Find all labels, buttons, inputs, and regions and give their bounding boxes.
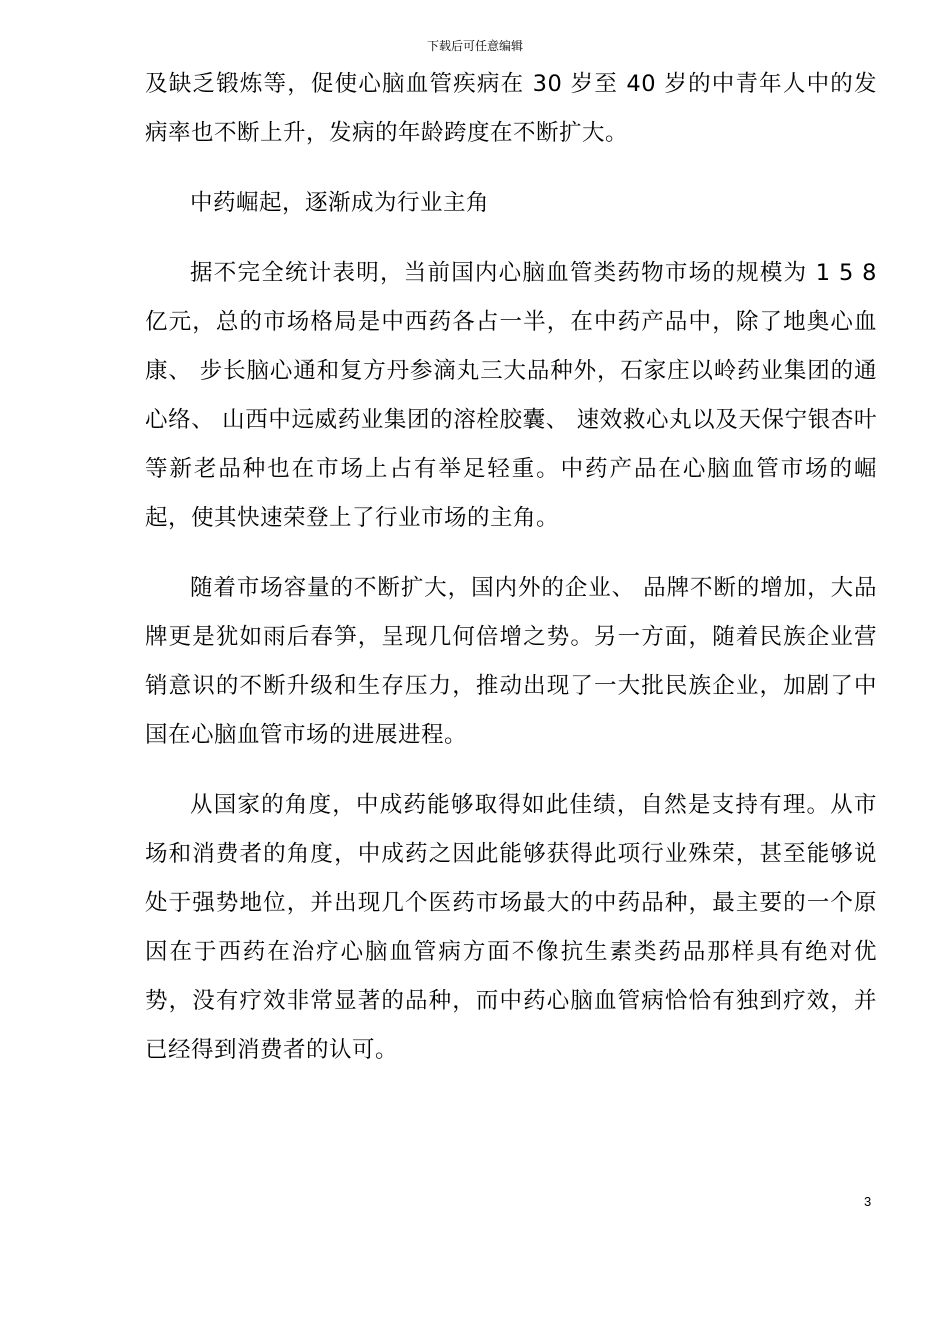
paragraph-market-scale: 据不完全统计表明，当前国内心脑血管类药物市场的规模为 1 5 8 亿元，总的市场格局是中西药各占一半，在中药产品中，除了地奥心血康、 步长脑心通和复方丹参滴丸三大品种外，石家庄以岭药业集团的通心络、 山西中远威药业集团的溶栓胶囊、 速效救心丸以及天保宁银杏叶等新老品种也在市场上占有举足轻重。中药产品在心脑血管市场的崛起，使其快速荣登上了行业市场的主角。	[145, 260, 877, 531]
section-heading: 中药崛起，逐渐成为行业主角	[190, 190, 490, 216]
page-header: 下载后可任意编辑	[426, 39, 523, 53]
paragraph-continuation: 及缺乏锻炼等，促使心脑血管疾病在 30 岁至 40 岁的中青年人中的发病率也不断上升，发病的年龄跨度在不断扩大。	[145, 71, 877, 146]
paragraph-tcm-advantage: 从国家的角度，中成药能够取得如此佳绩，自然是支持有理。从市场和消费者的角度，中成药之因此能够获得此项行业殊荣，甚至能够说处于强势地位，并出现几个医药市场最大的中药品种，最主要的一个原因在于西药在治疗心脑血管病方面不像抗生素类药品那样具有绝对优势，没有疗效非常显著的品种，而中药心脑血管病恰恰有独到疗效，并已经得到消费者的认可。	[145, 792, 877, 1063]
paragraph-market-growth: 随着市场容量的不断扩大，国内外的企业、 品牌不断的增加，大品牌更是犹如雨后春笋，呈现几何倍增之势。另一方面，随着民族企业营销意识的不断升级和生存压力，推动出现了一大批民族企业，加剧了中国在心脑血管市场的进展进程。	[145, 575, 877, 748]
document-body	[145, 60, 877, 1075]
page-number: 3	[864, 1194, 872, 1209]
